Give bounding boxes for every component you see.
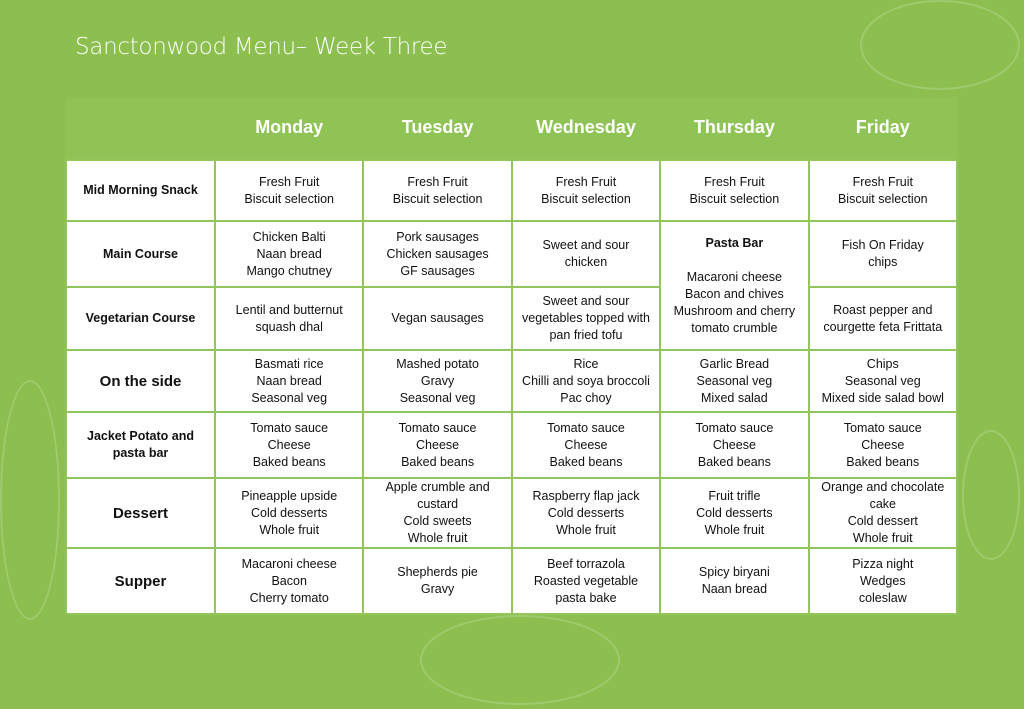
- row-label: Main Course: [66, 221, 215, 287]
- menu-item: Macaroni cheese: [686, 269, 782, 284]
- corner-cell: [66, 97, 215, 160]
- row-label: On the side: [66, 350, 215, 412]
- menu-item: Biscuit selection: [689, 191, 780, 206]
- menu-item: Whole fruit: [704, 522, 765, 537]
- menu-item: Whole fruit: [556, 522, 616, 537]
- menu-item: Cold desserts: [250, 505, 328, 520]
- row-label: Supper: [66, 548, 215, 614]
- menu-cell: [660, 160, 808, 221]
- row-label: Mid Morning Snack: [66, 160, 215, 221]
- menu-item: Naan bread: [701, 582, 768, 596]
- menu-item: Tomato sauce: [250, 420, 329, 435]
- menu-table: [65, 97, 958, 615]
- menu-item: Basmati rice: [254, 356, 324, 371]
- menu-item: Garlic Bread: [699, 356, 770, 371]
- menu-item: Biscuit selection: [392, 191, 483, 206]
- day-header-tuesday: Tuesday: [363, 97, 511, 160]
- menu-item: custard: [417, 497, 459, 511]
- menu-item: Fresh Fruit: [407, 174, 468, 189]
- menu-item: Baked beans: [846, 454, 920, 469]
- table-row: [66, 478, 957, 548]
- menu-cell: [809, 478, 957, 548]
- table-row: [66, 548, 957, 614]
- row-label: Vegetarian Course: [66, 287, 215, 350]
- menu-cell: [512, 221, 660, 287]
- menu-item: Pork sausages: [396, 229, 479, 244]
- menu-item: cake: [869, 497, 896, 511]
- menu-cell: [215, 350, 363, 412]
- decorative-vegetable-outline: [962, 430, 1020, 560]
- menu-item: Fresh Fruit: [852, 174, 913, 189]
- menu-cell: [512, 478, 660, 548]
- menu-item: courgette feta Frittata: [823, 319, 943, 334]
- menu-item: Shepherds pie: [397, 565, 478, 579]
- menu-item: Mushroom and cherry: [673, 303, 796, 318]
- menu-item: Raspberry flap jack: [532, 488, 640, 503]
- menu-item: Fresh Fruit: [555, 174, 617, 189]
- menu-cell: [215, 548, 363, 614]
- header-row: [66, 97, 957, 160]
- menu-cell: [215, 287, 363, 350]
- menu-item: tomato crumble: [691, 320, 778, 335]
- menu-cell: [660, 548, 808, 614]
- menu-item: Orange and chocolate: [821, 480, 945, 494]
- menu-item: Chicken sausages: [386, 246, 489, 261]
- menu-item: Bacon: [271, 573, 307, 588]
- menu-item: Fruit trifle: [708, 488, 761, 503]
- menu-item: Cold dessert: [847, 514, 918, 528]
- menu-item: chicken: [564, 255, 608, 269]
- menu-cell: [363, 548, 511, 614]
- menu-item: Gravy: [420, 582, 455, 596]
- decorative-vegetable-outline: [860, 0, 1020, 90]
- menu-item: Biscuit selection: [244, 191, 334, 206]
- menu-item: Fresh Fruit: [704, 174, 765, 189]
- menu-cell: [363, 412, 511, 478]
- table-row: [66, 160, 957, 221]
- table-row: [66, 350, 957, 412]
- menu-item: GF sausages: [400, 263, 475, 278]
- menu-item: Pizza night: [852, 556, 914, 571]
- menu-item: Chicken Balti: [252, 229, 326, 244]
- menu-cell: [660, 221, 808, 350]
- menu-cell: [809, 412, 957, 478]
- menu-item: Cherry tomato: [249, 590, 329, 605]
- menu-cell: [215, 221, 363, 287]
- menu-item: Baked beans: [549, 454, 623, 469]
- decorative-vegetable-outline: [420, 615, 620, 705]
- menu-cell: [809, 160, 957, 221]
- menu-item: Lentil and butternut: [235, 302, 343, 317]
- menu-item: squash dhal: [255, 319, 323, 334]
- menu-item: Seasonal veg: [251, 390, 328, 405]
- menu-item: Sweet and sour: [542, 238, 630, 252]
- menu-cell: [363, 350, 511, 412]
- menu-cell: [809, 287, 957, 350]
- menu-cell: [809, 221, 957, 287]
- menu-cell: [809, 350, 957, 412]
- menu-cell: [363, 160, 511, 221]
- menu-item: Cheese: [416, 437, 460, 452]
- menu-item: Tomato sauce: [843, 420, 922, 435]
- menu-item: Wedges: [859, 573, 906, 588]
- menu-item: Whole fruit: [852, 531, 913, 545]
- menu-item: Naan bread: [256, 373, 322, 388]
- day-header-wednesday: Wednesday: [512, 97, 660, 160]
- table-row: [66, 221, 957, 287]
- menu-cell: [215, 478, 363, 548]
- menu-item: Apple crumble and: [385, 480, 490, 494]
- menu-item: Cheese: [564, 437, 608, 452]
- menu-item: Chilli and soya broccoli: [522, 373, 650, 388]
- menu-item: Spicy biryani: [698, 565, 770, 579]
- menu-cell: [215, 160, 363, 221]
- menu-item: Baked beans: [401, 454, 475, 469]
- menu-item: Roasted vegetable: [533, 573, 639, 588]
- menu-item: Seasonal veg: [844, 373, 921, 388]
- menu-cell: [660, 412, 808, 478]
- menu-item: Whole fruit: [407, 531, 468, 545]
- menu-item: Whole fruit: [259, 522, 320, 537]
- menu-item: Fresh Fruit: [258, 174, 320, 189]
- menu-item: Beef torrazola: [547, 556, 625, 571]
- menu-item: Cheese: [712, 437, 756, 452]
- day-header-friday: Friday: [809, 97, 957, 160]
- spacer: [665, 252, 803, 269]
- day-header-monday: Monday: [215, 97, 363, 160]
- menu-cell: [512, 350, 660, 412]
- menu-item: Baked beans: [252, 454, 326, 469]
- menu-cell: [363, 478, 511, 548]
- menu-item: Mango chutney: [246, 263, 332, 278]
- menu-item: Mixed side salad bowl: [821, 390, 944, 405]
- menu-item: Cold desserts: [696, 505, 773, 520]
- menu-item: Biscuit selection: [541, 191, 631, 206]
- menu-cell: [512, 548, 660, 614]
- menu-item: coleslaw: [858, 590, 907, 605]
- menu-item: Vegan sausages: [391, 311, 484, 325]
- menu-item: Seasonal veg: [696, 373, 773, 388]
- menu-cell: [660, 478, 808, 548]
- menu-item: Sweet and sour: [542, 294, 630, 308]
- menu-item: vegetables topped with: [522, 311, 650, 325]
- row-label: Jacket Potato and pasta bar: [66, 412, 215, 478]
- menu-cell: [215, 412, 363, 478]
- menu-item: chips: [868, 255, 898, 269]
- menu-item: Tomato sauce: [547, 420, 625, 435]
- menu-cell: [809, 548, 957, 614]
- menu-item: Macaroni cheese: [241, 556, 337, 571]
- table-row: [66, 412, 957, 478]
- menu-cell: [363, 221, 511, 287]
- menu-item: Baked beans: [697, 454, 771, 469]
- menu-cell: [363, 287, 511, 350]
- menu-item: Mashed potato: [396, 356, 479, 371]
- menu-item: Tomato sauce: [695, 420, 774, 435]
- menu-item: Roast pepper and: [833, 302, 933, 317]
- menu-item: pan fried tofu: [549, 328, 623, 342]
- menu-item: Pineapple upside: [241, 488, 338, 503]
- row-label: Dessert: [66, 478, 215, 548]
- menu-item: Mixed salad: [701, 390, 768, 405]
- menu-item: Bacon and chives: [685, 286, 784, 301]
- page-title: Sanctonwood Menu– Week Three: [75, 34, 448, 60]
- menu-cell: [512, 160, 660, 221]
- decorative-vegetable-outline: [0, 380, 60, 620]
- menu-item: Seasonal veg: [399, 390, 476, 405]
- menu-item: Rice: [573, 356, 599, 371]
- menu-cell: [660, 350, 808, 412]
- menu-item: Naan bread: [256, 246, 322, 261]
- menu-item: Biscuit selection: [837, 191, 928, 206]
- menu-item: Cold sweets: [403, 514, 472, 528]
- menu-item: Cheese: [267, 437, 311, 452]
- menu-cell: [512, 412, 660, 478]
- menu-item: Cold desserts: [547, 505, 625, 520]
- menu-item: Gravy: [420, 373, 455, 388]
- menu-item: Chips: [866, 356, 899, 371]
- menu-cell: [512, 287, 660, 350]
- table-row: [66, 287, 957, 350]
- menu-item: Fish On Friday: [841, 238, 924, 252]
- menu-item: Cheese: [861, 437, 905, 452]
- day-header-thursday: Thursday: [660, 97, 808, 160]
- menu-subheading: Pasta Bar: [705, 235, 764, 250]
- menu-item: Pac choy: [560, 390, 612, 405]
- menu-item: pasta bake: [555, 590, 617, 605]
- menu-item: Tomato sauce: [398, 420, 477, 435]
